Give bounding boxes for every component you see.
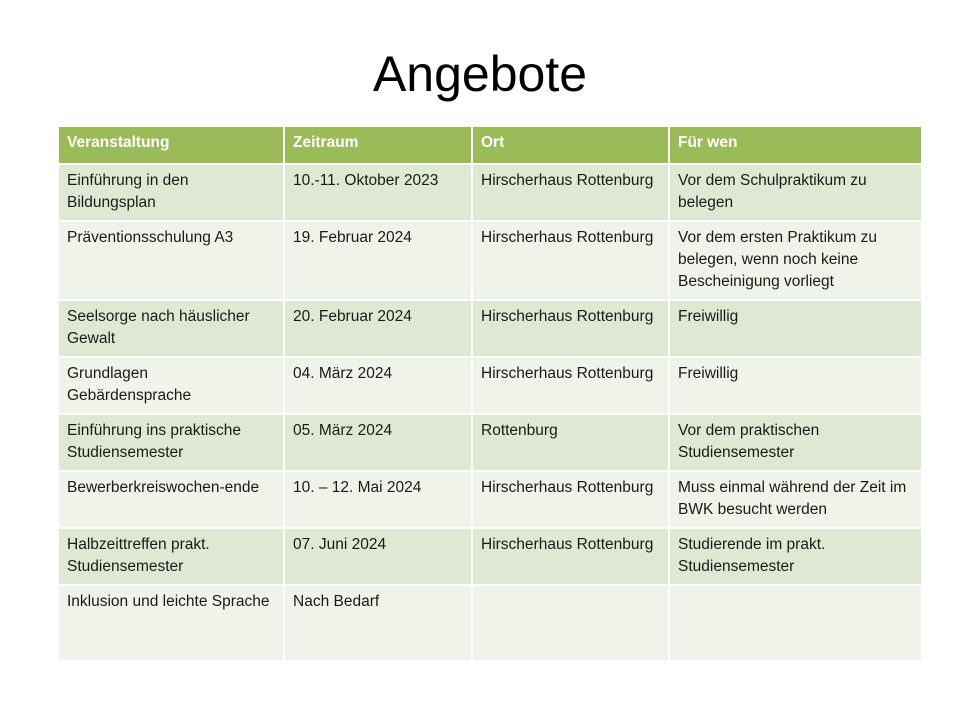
cell-location: Hirscherhaus Rottenburg xyxy=(472,528,669,585)
cell-location: Hirscherhaus Rottenburg xyxy=(472,164,669,221)
cell-audience: Freiwillig xyxy=(669,300,922,357)
cell-audience xyxy=(669,585,922,661)
cell-period: Nach Bedarf xyxy=(284,585,472,661)
table-row xyxy=(58,414,922,471)
table-row xyxy=(58,357,922,414)
cell-period: 19. Februar 2024 xyxy=(284,221,472,300)
cell-event: Seelsorge nach häuslicher Gewalt xyxy=(58,300,284,357)
header-period: Zeitraum xyxy=(284,126,472,164)
cell-location: Rottenburg xyxy=(472,414,669,471)
table-row xyxy=(58,471,922,528)
cell-audience: Vor dem Schulpraktikum zu belegen xyxy=(669,164,922,221)
cell-event: Einführung ins praktische Studiensemester xyxy=(58,414,284,471)
cell-period: 10. – 12. Mai 2024 xyxy=(284,471,472,528)
header-event: Veranstaltung xyxy=(58,126,284,164)
cell-period: 10.-11. Oktober 2023 xyxy=(284,164,472,221)
table-row xyxy=(58,164,922,221)
cell-period: 04. März 2024 xyxy=(284,357,472,414)
cell-audience: Muss einmal während der Zeit im BWK besucht werden xyxy=(669,471,922,528)
cell-location: Hirscherhaus Rottenburg xyxy=(472,221,669,300)
cell-period: 05. März 2024 xyxy=(284,414,472,471)
cell-event: Halbzeittreffen prakt. Studiensemester xyxy=(58,528,284,585)
header-location: Ort xyxy=(472,126,669,164)
cell-event: Bewerberkreiswochen-ende xyxy=(58,471,284,528)
cell-location xyxy=(472,585,669,661)
cell-audience: Freiwillig xyxy=(669,357,922,414)
slide-title: Angebote xyxy=(372,46,588,102)
table-row xyxy=(58,300,922,357)
header-audience: Für wen xyxy=(669,126,922,164)
cell-event: Inklusion und leichte Sprache xyxy=(58,585,284,661)
cell-location: Hirscherhaus Rottenburg xyxy=(472,471,669,528)
cell-audience: Studierende im prakt. Studiensemester xyxy=(669,528,922,585)
cell-period: 20. Februar 2024 xyxy=(284,300,472,357)
cell-period: 07. Juni 2024 xyxy=(284,528,472,585)
table-header-row xyxy=(58,126,922,164)
cell-event: Grundlagen Gebärdensprache xyxy=(58,357,284,414)
table-row xyxy=(58,528,922,585)
cell-location: Hirscherhaus Rottenburg xyxy=(472,357,669,414)
table-row xyxy=(58,221,922,300)
offers-table xyxy=(57,125,923,662)
cell-event: Präventionsschulung A3 xyxy=(58,221,284,300)
cell-audience: Vor dem praktischen Studiensemester xyxy=(669,414,922,471)
cell-event: Einführung in den Bildungsplan xyxy=(58,164,284,221)
table-row xyxy=(58,585,922,661)
cell-audience: Vor dem ersten Praktikum zu belegen, wenn noch keine Bescheinigung vorliegt xyxy=(669,221,922,300)
cell-location: Hirscherhaus Rottenburg xyxy=(472,300,669,357)
